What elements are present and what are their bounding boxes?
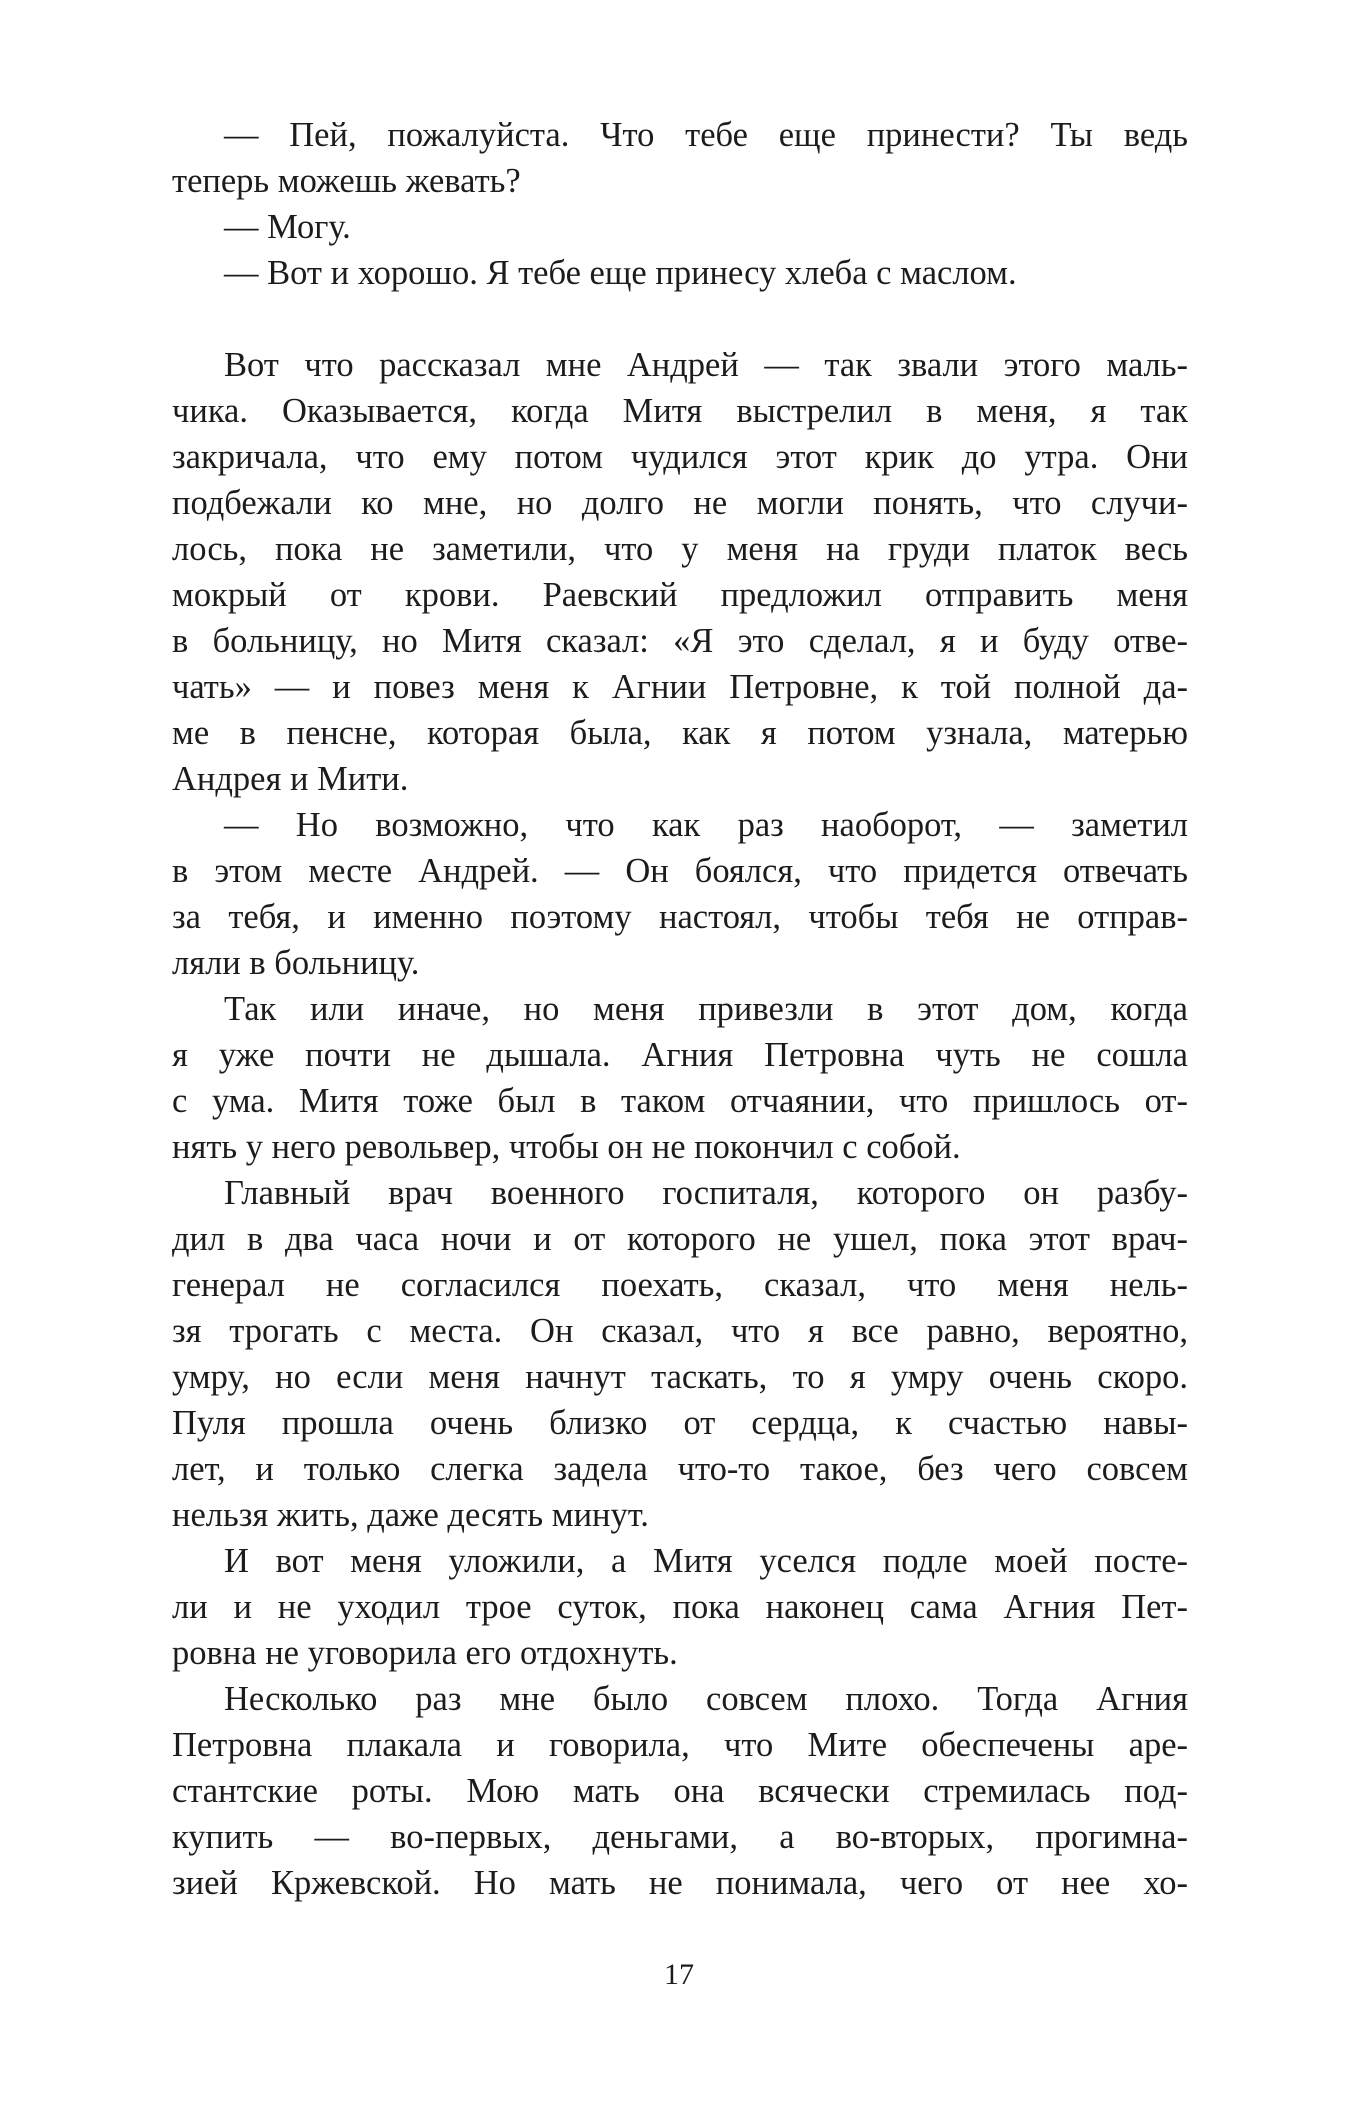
text-line: лось, пока не заметили, что у меня на груди платок весь xyxy=(172,530,1188,568)
text-line: я уже почти не дышала. Агния Петровна чуть не сошла xyxy=(172,1036,1188,1074)
text-line: генерал не согласился поехать, сказал, что меня нель- xyxy=(172,1266,1188,1304)
text-line: ли и не уходил трое суток, пока наконец сама Агния Пет- xyxy=(172,1588,1188,1626)
text-line: в этом месте Андрей. — Он боялся, что придется отвечать xyxy=(172,852,1188,890)
text-line: ровна не уговорила его отдохнуть. xyxy=(172,1634,678,1672)
text-line: лет, и только слегка задела что-то такое, без чего совсем xyxy=(172,1450,1188,1488)
text-line: Так или иначе, но меня привезли в этот дом, когда xyxy=(224,990,1188,1028)
page-number: 17 xyxy=(664,1958,694,1991)
text-line: Главный врач военного госпиталя, которого он разбу- xyxy=(224,1174,1188,1212)
text-line: ме в пенсне, которая была, как я потом узнала, матерью xyxy=(172,714,1188,752)
text-line: нельзя жить, даже десять минут. xyxy=(172,1496,649,1534)
text-line: зя трогать с места. Он сказал, что я все равно, вероятно, xyxy=(172,1312,1188,1350)
text-line: Вот что рассказал мне Андрей — так звали этого маль- xyxy=(224,346,1188,384)
text-line: — Могу. xyxy=(224,208,351,246)
text-line: подбежали ко мне, но долго не могли понять, что случи- xyxy=(172,484,1188,522)
text-line: с ума. Митя тоже был в таком отчаянии, что пришлось от- xyxy=(172,1082,1188,1120)
text-line: умру, но если меня начнут таскать, то я умру очень скоро. xyxy=(172,1358,1188,1396)
text-line: Петровна плакала и говорила, что Мите обеспечены аре- xyxy=(172,1726,1188,1764)
text-line: в больницу, но Митя сказал: «Я это сделал, я и буду отве- xyxy=(172,622,1188,660)
text-line: Несколько раз мне было совсем плохо. Тогда Агния xyxy=(224,1680,1188,1718)
text-line: теперь можешь жевать? xyxy=(172,162,521,200)
body-block xyxy=(172,342,1188,1906)
text-line: ляли в больницу. xyxy=(172,944,420,982)
text-line: — Но возможно, что как раз наоборот, — заметил xyxy=(224,806,1188,844)
text-line: стантские роты. Мою мать она всячески стремилась под- xyxy=(172,1772,1188,1810)
text-line: нять у него револьвер, чтобы он не покончил с собой. xyxy=(172,1128,961,1166)
text-line: зией Кржевской. Но мать не понимала, чего от нее хо- xyxy=(172,1864,1188,1902)
text-line: чать» — и повез меня к Агнии Петровне, к той полной да- xyxy=(172,668,1188,706)
text-line: Андрея и Мити. xyxy=(172,760,409,798)
text-line: Пуля прошла очень близко от сердца, к счастью навы- xyxy=(172,1404,1188,1442)
text-line: за тебя, и именно поэтому настоял, чтобы тебя не отправ- xyxy=(172,898,1188,936)
text-line: мокрый от крови. Раевский предложил отправить меня xyxy=(172,576,1188,614)
dialogue-block xyxy=(172,112,1188,296)
page-text xyxy=(172,112,1188,1906)
text-line: купить — во-первых, деньгами, а во-вторых, прогимна- xyxy=(172,1818,1188,1856)
text-line: — Вот и хорошо. Я тебе еще принесу хлеба с маслом. xyxy=(224,254,1017,292)
text-line: — Пей, пожалуйста. Что тебе еще принести? Ты ведь xyxy=(224,116,1188,154)
text-line: закричала, что ему потом чудился этот крик до утра. Они xyxy=(172,438,1188,476)
text-line: чика. Оказывается, когда Митя выстрелил в меня, я так xyxy=(172,392,1188,430)
text-line: дил в два часа ночи и от которого не ушел, пока этот врач- xyxy=(172,1220,1188,1258)
text-line: И вот меня уложили, а Митя уселся подле моей посте- xyxy=(224,1542,1188,1580)
section-gap xyxy=(172,296,1188,342)
